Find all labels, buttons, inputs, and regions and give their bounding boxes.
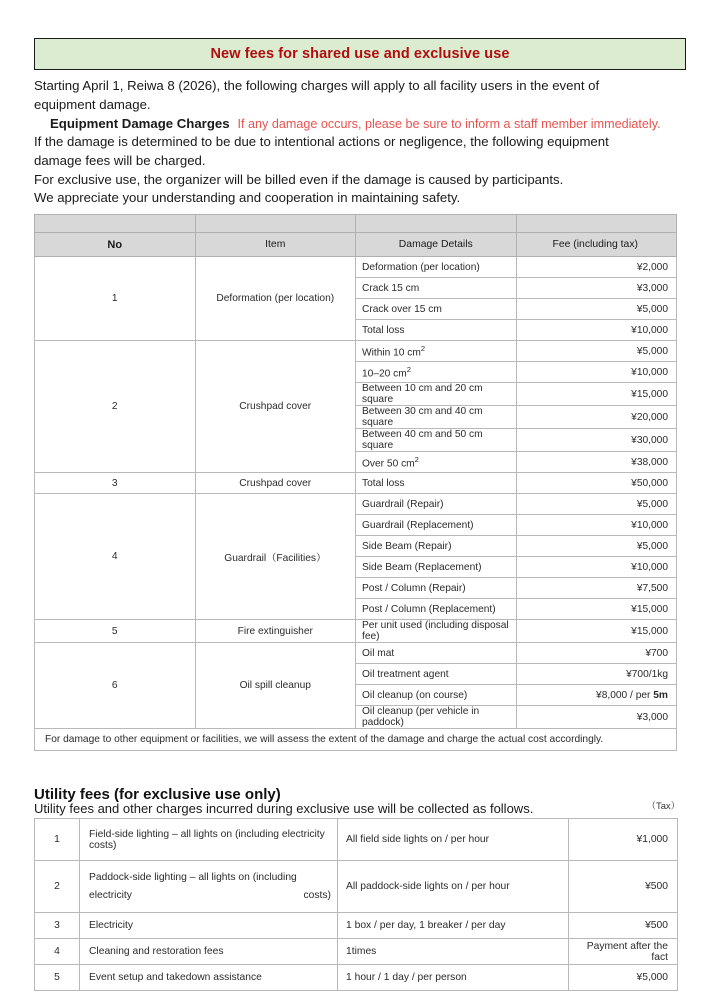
spacer-cell-detail [356, 215, 517, 233]
cell-damage-detail [356, 557, 517, 578]
fee-text: ¥15,000 [631, 625, 668, 637]
intro-line-2: equipment damage. [34, 97, 151, 113]
charges-note: If any damage occurs, please be sure to inform a staff member immediately. [237, 117, 661, 132]
damage-table-note-row [35, 729, 677, 751]
cell-fee: ¥5,000 [569, 965, 678, 991]
charges-label: Equipment Damage Charges [50, 116, 230, 132]
header-damage-details: Damage Details [356, 233, 517, 257]
cell-no: 3 [35, 473, 196, 494]
table-row [35, 819, 678, 861]
fee-text: ¥20,000 [631, 411, 668, 423]
fee-text: ¥3,000 [636, 711, 668, 723]
table-row [35, 913, 678, 939]
cell-item: Deformation (per location) [195, 257, 356, 341]
header-no: No [35, 233, 196, 257]
header-fee: Fee (including tax) [516, 233, 677, 257]
damage-detail-text: Per unit used (including disposal fee) [362, 620, 509, 643]
cell-damage-detail [356, 473, 517, 494]
utility-fee-table [34, 818, 678, 991]
cell-no: 2 [35, 861, 80, 913]
damage-detail-text: Oil cleanup (per vehicle in paddock) [362, 706, 480, 729]
cell-fee: ¥500 [569, 861, 678, 913]
cell-fee [516, 320, 677, 341]
damage-detail-text: Oil treatment agent [362, 668, 449, 680]
charges-line [34, 115, 686, 133]
damage-table-foot [35, 729, 677, 751]
cell-fee [516, 362, 677, 383]
cell-item: Guardrail（Facilities） [195, 494, 356, 620]
damage-detail-text: Guardrail (Replacement) [362, 519, 474, 531]
cell-damage-detail [356, 320, 517, 341]
cell-detail: All paddock-side lights on / per hour [338, 861, 569, 913]
fee-text: ¥10,000 [631, 324, 668, 336]
utility-table-body [35, 819, 678, 991]
spacer-cell-fee [516, 215, 677, 233]
cell-item: Event setup and takedown assistance [80, 965, 338, 991]
superscript-unit: 2 [414, 455, 419, 465]
cell-damage-detail [356, 383, 517, 406]
cell-item: Oil spill cleanup [195, 643, 356, 729]
cell-damage-detail [356, 664, 517, 685]
cell-fee [516, 429, 677, 452]
cell-fee [516, 257, 677, 278]
cell-damage-detail [356, 362, 517, 383]
damage-detail-text: Crack 15 cm [362, 282, 420, 294]
cell-item: Field-side lighting – all lights on (including electricity costs) [80, 819, 338, 861]
banner-title: New fees for shared use and exclusive use [210, 46, 510, 62]
cell-detail: 1 box / per day, 1 breaker / per day [338, 913, 569, 939]
damage-detail-text: 10–20 cm [362, 368, 407, 380]
utility-tax-note: （Tax） [646, 800, 680, 812]
table-row [35, 494, 677, 515]
intro-block [34, 76, 686, 208]
cell-fee [516, 515, 677, 536]
damage-detail-text: Oil cleanup (on course) [362, 689, 468, 701]
spacer-cell-no [35, 215, 196, 233]
table-row [35, 620, 677, 643]
cell-item: Crushpad cover [195, 473, 356, 494]
damage-table-spacer-row [35, 215, 677, 233]
fee-text: ¥700/1kg [626, 668, 668, 680]
cell-fee [516, 599, 677, 620]
intro-line-1: Starting April 1, Reiwa 8 (2026), the following charges will apply to all facility users in the event of [34, 78, 600, 93]
cell-fee: ¥500 [569, 913, 678, 939]
damage-detail-text: Between 40 cm and 50 cm square [362, 429, 483, 452]
fee-text: ¥5,000 [636, 498, 668, 510]
cell-damage-detail [356, 706, 517, 729]
superscript-unit: 2 [420, 344, 426, 354]
utility-section [34, 787, 686, 991]
cell-damage-detail [356, 278, 517, 299]
cell-no: 6 [35, 643, 196, 729]
cell-fee [516, 494, 677, 515]
cell-damage-detail [356, 599, 517, 620]
fee-text: ¥30,000 [631, 434, 668, 446]
cell-detail: 1 hour / 1 day / per person [338, 965, 569, 991]
fee-text: ¥8,000 / per [596, 689, 654, 701]
intro-line-6: We appreciate your understanding and cooperation in maintaining safety. [34, 190, 461, 206]
damage-detail-text: Within 10 cm [362, 347, 421, 359]
cell-detail: 1times [338, 939, 569, 965]
utility-subtitle: Utility fees and other charges incurred during exclusive use will be collected as follows. [34, 800, 534, 816]
utility-title: Utility fees (for exclusive use only) [34, 786, 281, 804]
cell-fee [516, 643, 677, 664]
damage-detail-text: Between 30 cm and 40 cm square [362, 406, 483, 429]
cell-item: Crushpad cover [195, 341, 356, 473]
fee-text: ¥15,000 [631, 603, 668, 615]
fee-text: ¥38,000 [631, 456, 668, 468]
cell-fee [516, 299, 677, 320]
damage-detail-text: Crack over 15 cm [362, 303, 442, 315]
spacer-cell-item [195, 215, 356, 233]
cell-fee: Payment after the fact [569, 939, 678, 965]
cell-damage-detail [356, 536, 517, 557]
intro-continued [34, 133, 686, 208]
table-row [35, 473, 677, 494]
cell-fee [516, 473, 677, 494]
cell-fee: ¥1,000 [569, 819, 678, 861]
damage-table-header-row [35, 233, 677, 257]
cell-fee [516, 685, 677, 706]
cell-item: Fire extinguisher [195, 620, 356, 643]
damage-detail-text: Guardrail (Repair) [362, 498, 444, 510]
cell-fee [516, 536, 677, 557]
intro-line-3: If the damage is determined to be due to intentional actions or negligence, the following equipment [34, 134, 609, 150]
table-row [35, 257, 677, 278]
cell-item: Cleaning and restoration fees [80, 939, 338, 965]
cell-fee [516, 341, 677, 362]
cell-no: 3 [35, 913, 80, 939]
cell-fee [516, 452, 677, 473]
cell-fee [516, 557, 677, 578]
cell-no: 1 [35, 257, 196, 341]
cell-fee [516, 578, 677, 599]
fee-text: ¥5,000 [636, 303, 668, 315]
cell-damage-detail [356, 620, 517, 643]
damage-detail-text: Post / Column (Repair) [362, 582, 466, 594]
table-row [35, 939, 678, 965]
table-row [35, 861, 678, 913]
fee-text: ¥15,000 [631, 388, 668, 400]
damage-detail-text: Side Beam (Replacement) [362, 561, 482, 573]
document-page [0, 38, 720, 998]
cell-damage-detail [356, 578, 517, 599]
damage-table-body [35, 257, 677, 729]
damage-detail-text: Total loss [362, 477, 405, 489]
damage-detail-text: Deformation (per location) [362, 261, 480, 273]
cell-damage-detail [356, 299, 517, 320]
superscript-unit: 2 [406, 365, 411, 375]
table-row [35, 965, 678, 991]
page-banner [34, 38, 686, 70]
intro-line-4: damage fees will be charged. [34, 153, 206, 169]
cell-no: 2 [35, 341, 196, 473]
cell-detail: All field side lights on / per hour [338, 819, 569, 861]
table-row [35, 341, 677, 362]
cell-damage-detail [356, 257, 517, 278]
damage-detail-text: Oil mat [362, 647, 395, 659]
cell-damage-detail [356, 452, 517, 473]
cell-damage-detail [356, 341, 517, 362]
fee-text: ¥10,000 [631, 366, 668, 378]
fee-text: ¥3,000 [636, 282, 668, 294]
damage-table-head [35, 215, 677, 257]
cell-no: 1 [35, 819, 80, 861]
damage-fee-table [34, 214, 677, 751]
fee-emphasis: 5m [653, 689, 668, 701]
fee-text: ¥7,500 [636, 582, 668, 594]
fee-text: ¥5,000 [636, 345, 668, 357]
table-row [35, 643, 677, 664]
damage-detail-text: Over 50 cm [362, 458, 415, 470]
cell-fee [516, 664, 677, 685]
cell-damage-detail [356, 643, 517, 664]
fee-text: ¥50,000 [631, 477, 668, 489]
cell-no: 5 [35, 965, 80, 991]
cell-fee [516, 406, 677, 429]
cell-item: Paddock-side lighting – all lights on (including electricity costs) [80, 861, 338, 913]
cell-no: 4 [35, 494, 196, 620]
cell-no: 4 [35, 939, 80, 965]
damage-detail-text: Side Beam (Repair) [362, 540, 452, 552]
cell-damage-detail [356, 494, 517, 515]
damage-detail-text: Post / Column (Replacement) [362, 603, 496, 615]
damage-detail-text: Total loss [362, 324, 405, 336]
cell-fee [516, 620, 677, 643]
cell-fee [516, 706, 677, 729]
header-item: Item [195, 233, 356, 257]
fee-text: ¥2,000 [636, 261, 668, 273]
damage-footer-note: For damage to other equipment or facilities, we will assess the extent of the damage and charge the actual cost accordingly. [35, 729, 677, 751]
damage-detail-text: Between 10 cm and 20 cm square [362, 383, 483, 406]
fee-text: ¥700 [645, 647, 668, 659]
cell-no: 5 [35, 620, 196, 643]
cell-damage-detail [356, 515, 517, 536]
fee-text: ¥10,000 [631, 561, 668, 573]
cell-damage-detail [356, 429, 517, 452]
fee-text: ¥5,000 [636, 540, 668, 552]
cell-fee [516, 383, 677, 406]
cell-item: Electricity [80, 913, 338, 939]
intro-line-5: For exclusive use, the organizer will be billed even if the damage is caused by participants. [34, 171, 564, 187]
cell-fee [516, 278, 677, 299]
fee-text: ¥10,000 [631, 519, 668, 531]
cell-damage-detail [356, 685, 517, 706]
cell-damage-detail [356, 406, 517, 429]
